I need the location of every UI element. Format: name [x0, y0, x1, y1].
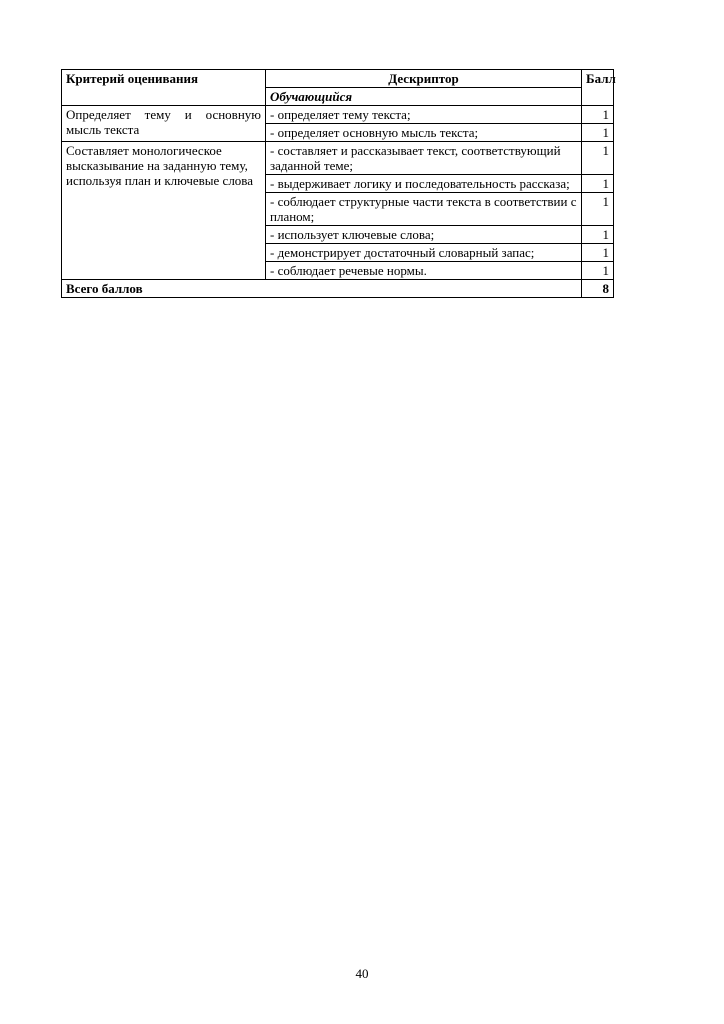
- score-cell: 1: [582, 175, 614, 193]
- score-cell: 1: [582, 193, 614, 226]
- header-score: Балл: [582, 70, 614, 106]
- total-row: [62, 280, 614, 298]
- descriptor-cell: - определяет основную мысль текста;: [266, 124, 582, 142]
- header-criterion: Критерий оценивания: [62, 70, 266, 106]
- total-label: Всего баллов: [62, 280, 582, 298]
- descriptor-cell: - соблюдает речевые нормы.: [266, 262, 582, 280]
- score-cell: 1: [582, 226, 614, 244]
- table-row: [62, 106, 614, 124]
- score-cell: 1: [582, 142, 614, 175]
- descriptor-cell: - выдерживает логику и последовательность рассказа;: [266, 175, 582, 193]
- score-cell: 1: [582, 262, 614, 280]
- score-cell: 1: [582, 124, 614, 142]
- header-descriptor: Дескриптор: [266, 70, 582, 88]
- criterion-cell: Определяет тему и основную мысль текста: [62, 106, 266, 142]
- score-cell: 1: [582, 244, 614, 262]
- table-row: [62, 142, 614, 175]
- descriptor-cell: - соблюдает структурные части текста в соответствии с планом;: [266, 193, 582, 226]
- criterion-cell: Составляет монологическое высказывание на заданную тему, используя план и ключевые слова: [62, 142, 266, 280]
- descriptor-cell: - использует ключевые слова;: [266, 226, 582, 244]
- descriptor-cell: - определяет тему текста;: [266, 106, 582, 124]
- subheader-learner: Обучающийся: [266, 88, 582, 106]
- descriptor-cell: - демонстрирует достаточный словарный запас;: [266, 244, 582, 262]
- table-header-row: [62, 70, 614, 88]
- total-score: 8: [582, 280, 614, 298]
- score-cell: 1: [582, 106, 614, 124]
- assessment-rubric-table: [61, 69, 614, 298]
- page-number: 40: [355, 966, 369, 981]
- descriptor-cell: - составляет и рассказывает текст, соответствующий заданной теме;: [266, 142, 582, 175]
